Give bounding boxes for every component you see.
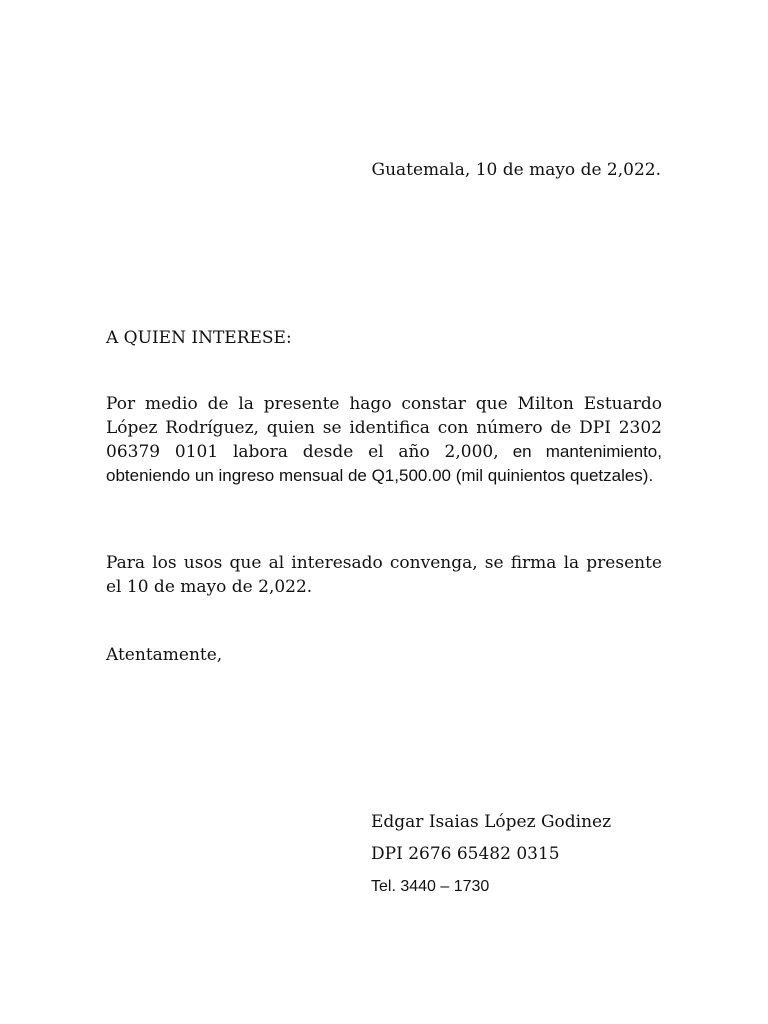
salutation: A QUIEN INTERESE: xyxy=(106,328,292,348)
signatory-phone: Tel. 3440 – 1730 xyxy=(371,878,490,895)
body-paragraph-1 xyxy=(106,392,662,488)
date-line: Guatemala, 10 de mayo de 2,022. xyxy=(371,160,661,180)
body-paragraph-2: Para los usos que al interesado convenga, se firma la presente el 10 de mayo de 2,022. xyxy=(106,553,662,597)
signatory-name: Edgar Isaias López Godinez xyxy=(371,812,612,832)
closing: Atentamente, xyxy=(106,645,223,665)
signatory-dpi: DPI 2676 65482 0315 xyxy=(371,844,560,864)
body-paragraph-1-serif: Por medio de la presente hago constar que Milton Estuardo López Rodríguez, quien se identifica con número de DPI 2302 06379 0101 labora desde el año 2,000, xyxy=(106,394,662,462)
body-paragraph-1-sans: en mantenimiento, obteniendo un ingreso mensual de Q1,500.00 (mil quinientos quetzales). xyxy=(106,442,662,485)
